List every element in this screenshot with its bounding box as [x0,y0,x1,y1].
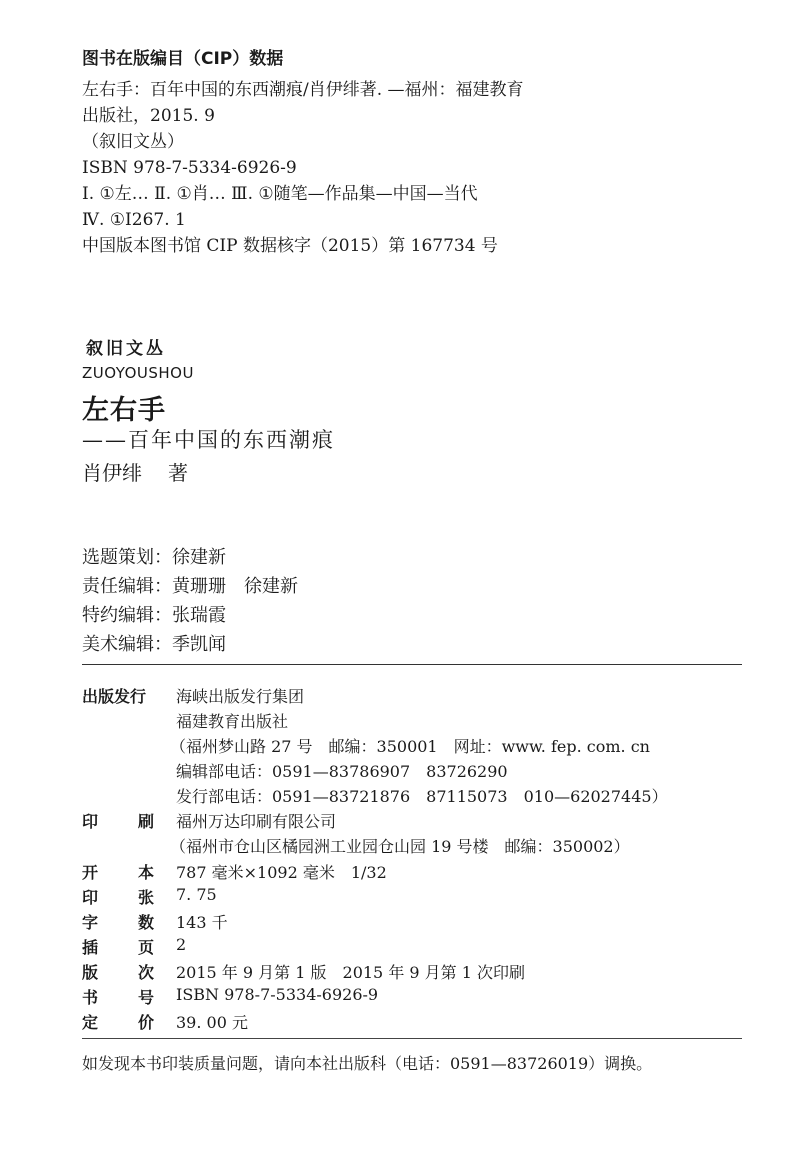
editor-label: 选题策划： [82,547,172,568]
spec-value: 143 千 [176,913,228,932]
printer-label [82,809,154,832]
editor-row [82,601,226,627]
editor-label: 美术编辑： [82,634,172,655]
editor-row [82,572,298,598]
editor-row [82,630,226,656]
divider-bottom [82,1038,742,1039]
label-char: 号 [137,988,154,1007]
spec-label [82,860,154,883]
author-role: 著 [168,461,188,485]
cip-heading: 图书在版编目（CIP）数据 [82,49,284,69]
cip-line: 出版社，2015. 9 [82,106,215,126]
series-name: 叙旧文丛 [86,339,166,359]
label-char: 次 [137,963,154,982]
spec-label [82,985,154,1008]
label-char: 定 [82,1013,99,1032]
editor-label: 责任编辑： [82,576,172,597]
book-subtitle: ——百年中国的东西潮痕 [82,428,335,452]
cip-line: Ⅳ. ①I267. 1 [82,210,186,230]
spec-label [82,960,154,983]
spec-label [82,910,154,933]
title-pinyin: ZUOYOUSHOU [82,364,194,382]
spec-value: 2 [176,935,187,954]
spec-value: ISBN 978-7-5334-6926-9 [176,985,379,1004]
spec-label [82,935,154,958]
label-char: 印 [82,812,99,831]
editor-label: 特约编辑： [82,605,172,626]
label-char: 张 [137,888,154,907]
publisher-line: 海峡出版发行集团 [176,687,305,706]
publisher-line: 福建教育出版社 [176,712,289,731]
label-char: 版 [82,963,99,982]
publisher-line: 编辑部电话：0591—83786907 83726290 [176,762,508,781]
label-char: 书 [82,988,99,1007]
spec-label [82,885,154,908]
editor-value: 季凯闻 [172,634,226,655]
label-char: 字 [82,913,99,932]
publisher-line: （福州梦山路 27 号 邮编：350001 网址：www. fep. com. cn [170,737,650,756]
label-char: 本 [137,863,154,882]
footer-notice: 如发现本书印装质量问题，请向本社出版科（电话：0591—83726019）调换。 [82,1054,653,1073]
cip-line: 左右手：百年中国的东西潮痕/肖伊绯著. —福州：福建教育 [82,80,524,100]
spec-label [82,1010,154,1033]
publisher-line: 发行部电话：0591—83721876 87115073 010—62027445） [176,787,668,806]
spec-value: 7. 75 [176,885,217,904]
editor-value: 黄珊珊 徐建新 [172,576,298,597]
label-char: 开 [82,863,99,882]
book-title: 左右手 [82,395,166,426]
publisher-label: 出版发行 [82,687,147,706]
editor-value: 张瑞霞 [172,605,226,626]
cip-line: Ⅰ. ①左… Ⅱ. ①肖… Ⅲ. ①随笔—作品集—中国—当代 [82,184,478,204]
author-name: 肖伊绯 [82,461,142,485]
label-char: 页 [137,938,154,957]
cip-line: 中国版本图书馆 CIP 数据核字（2015）第 167734 号 [82,236,498,256]
label-char: 价 [137,1013,154,1032]
cip-line: ISBN 978-7-5334-6926-9 [82,158,297,178]
author-line [82,457,188,486]
spec-value: 39. 00 元 [176,1013,248,1032]
cip-line: （叙旧文丛） [82,132,184,152]
editor-value: 徐建新 [172,547,226,568]
printer-line: （福州市仓山区橘园洲工业园仓山园 19 号楼 邮编：350002） [170,837,630,856]
label-char: 数 [137,913,154,932]
spec-value: 787 毫米×1092 毫米 1/32 [176,863,387,882]
label-char: 印 [82,888,99,907]
label-char: 插 [82,938,99,957]
editor-row [82,543,226,569]
label-char: 刷 [137,812,154,831]
spec-value: 2015 年 9 月第 1 版 2015 年 9 月第 1 次印刷 [176,963,526,982]
printer-line: 福州万达印刷有限公司 [176,812,337,831]
divider-top [82,664,742,665]
